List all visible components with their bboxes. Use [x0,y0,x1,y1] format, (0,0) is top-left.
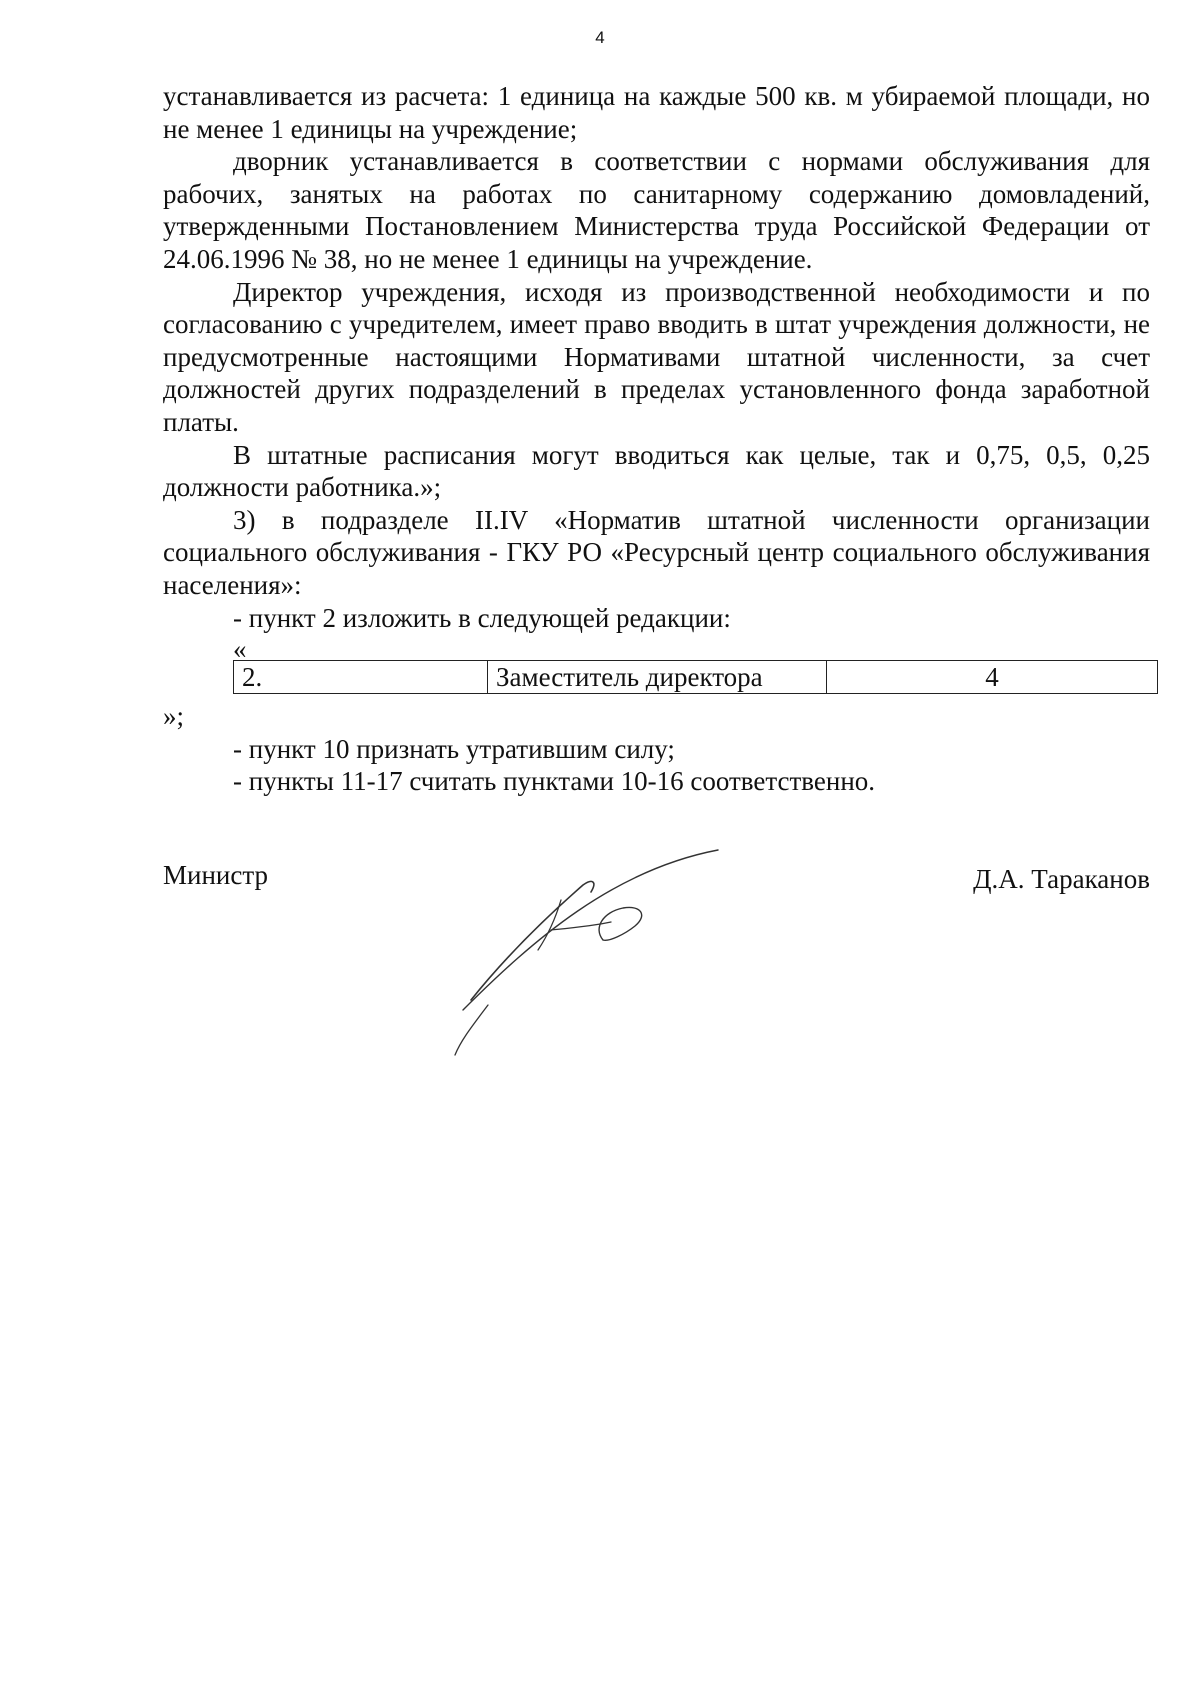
signer-name: Д.А. Тараканов [973,864,1150,894]
page-number: 4 [595,28,605,47]
table-cell-count: 4 [827,661,1158,694]
paragraph-continuation: устанавливается из расчета: 1 единица на каждые 500 кв. м убираемой площади, но не менее 1 единицы на учреждение; [163,81,1150,144]
bullet-items-renumber: - пункты 11-17 считать пунктами 10-16 соответственно. [233,766,876,797]
table-row [234,661,1158,694]
signature-block [163,860,1150,1040]
bullet-item-10-void: - пункт 10 признать утратившим силу; [233,733,675,764]
table-cell-position: Заместитель директора [488,661,827,694]
paragraph-staff-fractions: В штатные расписания могут вводиться как целые, так и 0,75, 0,5, 0,25 должности работника.»; [163,439,1150,503]
paragraph-subsection-amendment: 3) в подразделе II.IV «Норматив штатной численности организации социального обслуживания - ГКУ РО «Ресурсный центр социального обслуживания населения»: [163,504,1150,600]
table-cell-number: 2. [234,661,488,694]
paragraph-janitor: дворник устанавливается в соответствии с нормами обслуживания для рабочих, занятых на работах по санитарному содержанию домовладений, утвержденными Постановлением Министерства труда Российской Федерации от 24.06.1996 № 38, но не менее 1 единицы на учреждение. [163,146,1150,274]
opening-quote: « [233,634,247,665]
staff-table [233,660,1158,694]
bullet-item-2-new-wording: - пункт 2 изложить в следующей редакции: [233,602,731,633]
document-body [163,80,1150,798]
paragraph-director-rights: Директор учреждения, исходя из производственной необходимости и по согласованию с учредителем, имеет право вводить в штат учреждения должности, не предусмотренные настоящими Нормативами штатной численности, за счет должностей других подразделений в пределах установленного фонда заработной платы. [163,276,1150,437]
signer-position: Министр [163,860,268,890]
closing-quote: »; [163,701,185,732]
handwritten-signature [443,800,763,1060]
